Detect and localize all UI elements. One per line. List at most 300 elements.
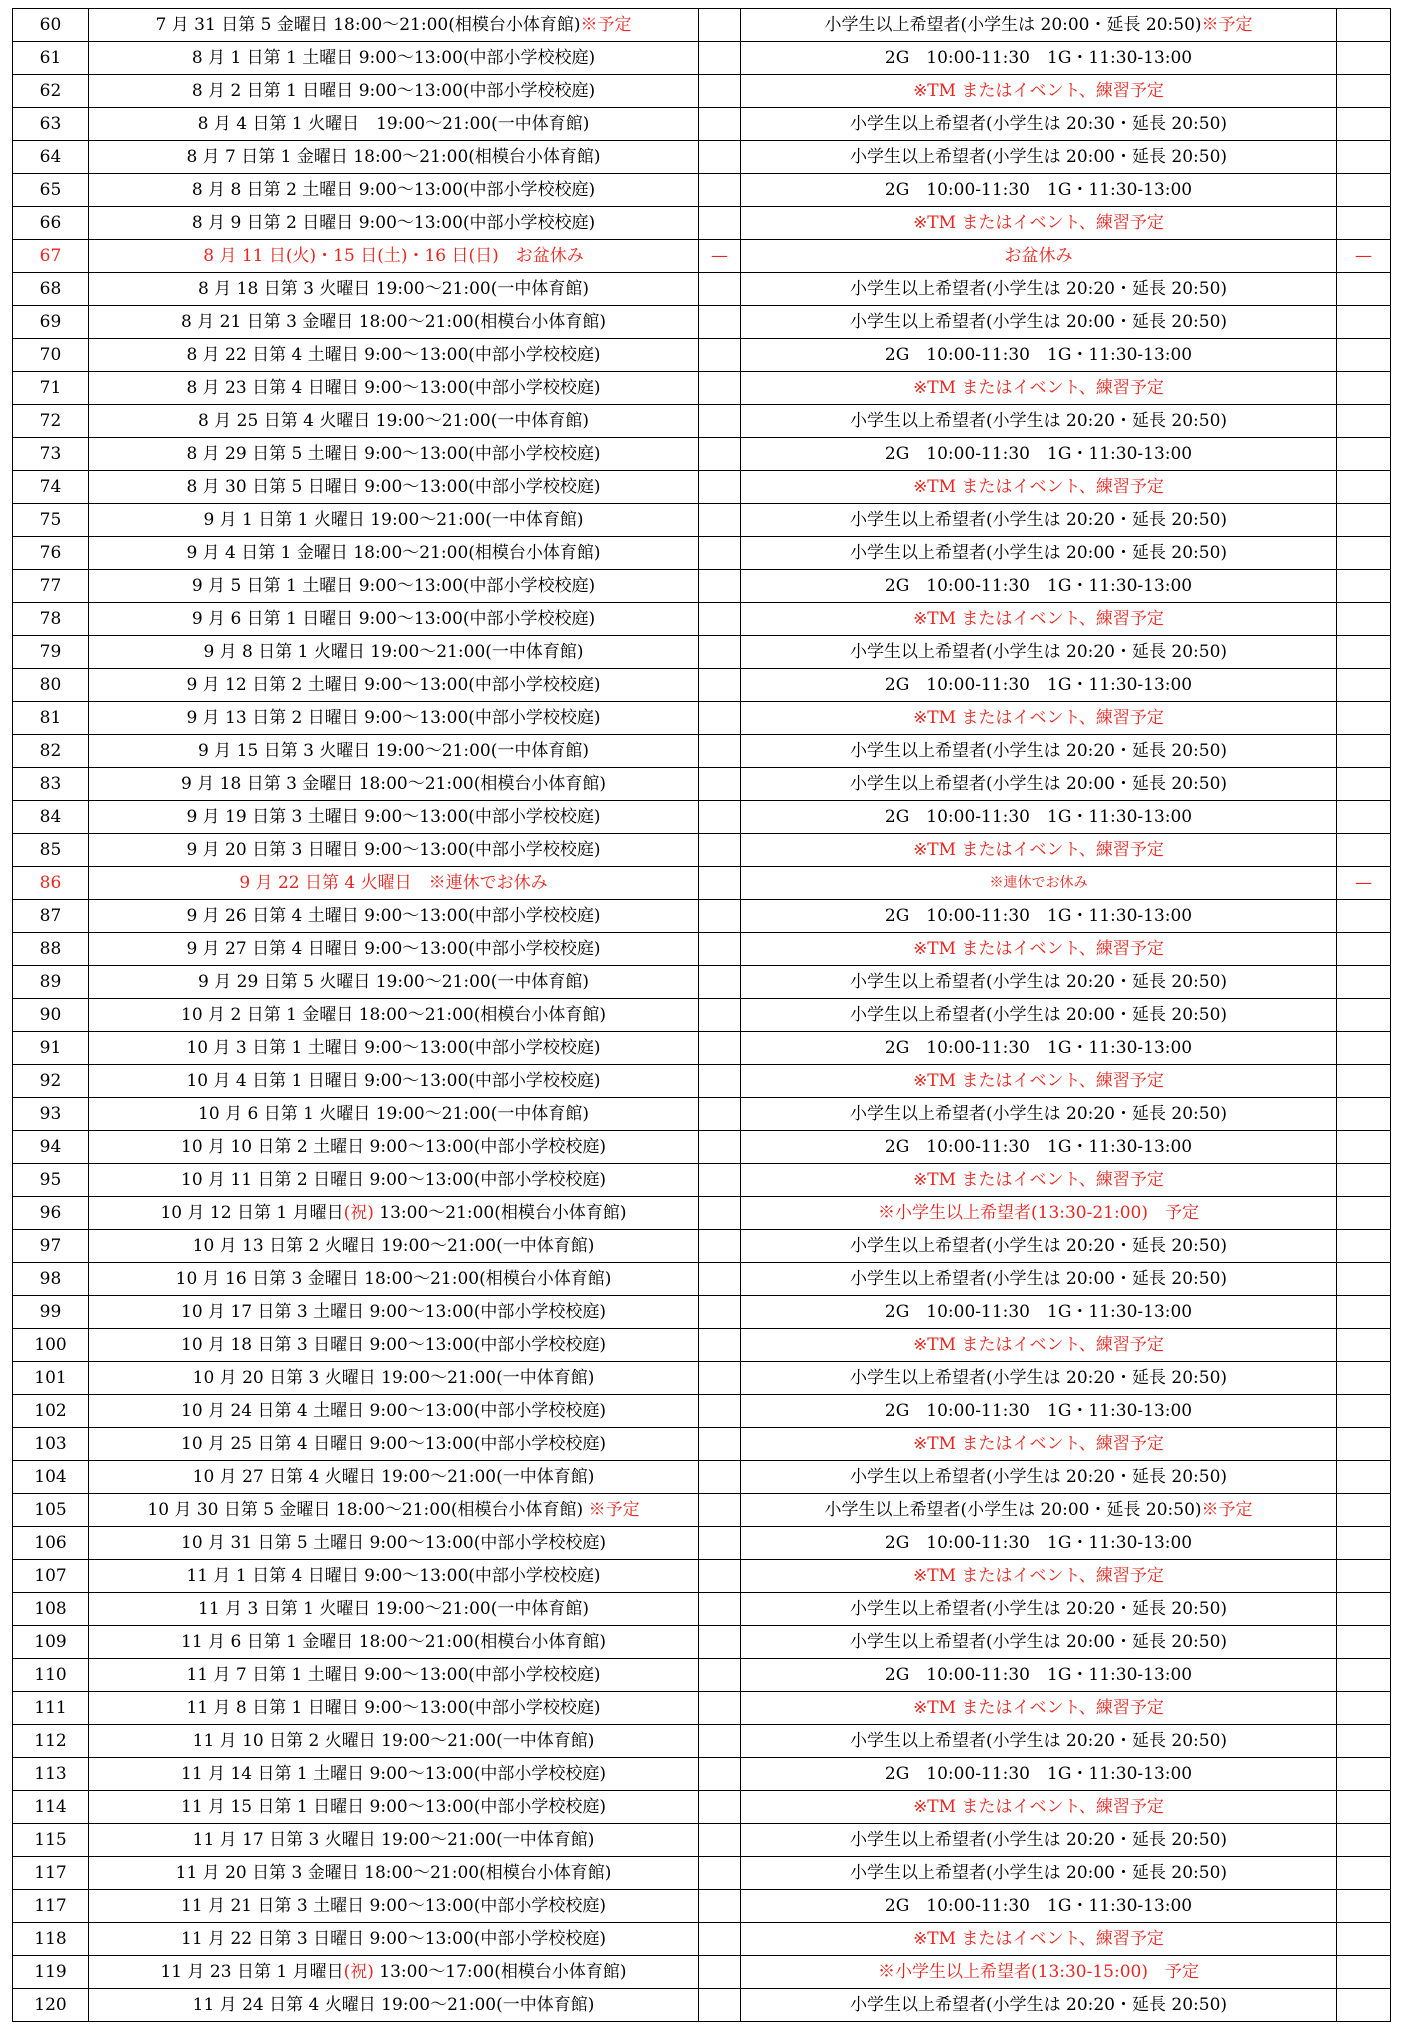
table-row	[13, 603, 1391, 636]
table-row	[13, 339, 1391, 372]
marker-cell: —	[1337, 867, 1391, 900]
date-cell	[89, 42, 699, 75]
activity-text: ※TM またはイベント、練習予定	[913, 609, 1164, 629]
table-row	[13, 537, 1391, 570]
date-text: 11 月 10 日第 2 火曜日 19:00〜21:00(一中体育館)	[192, 1731, 595, 1751]
activity-cell	[741, 438, 1337, 471]
activity-cell	[741, 1362, 1337, 1395]
row-number-cell: 79	[13, 636, 89, 669]
table-row	[13, 75, 1391, 108]
date-text: 10 月 10 日第 2 土曜日 9:00〜13:00(中部小学校校庭)	[181, 1137, 606, 1157]
date-cell	[89, 669, 699, 702]
row-number-cell: 97	[13, 1230, 89, 1263]
activity-text: ※TM またはイベント、練習予定	[913, 939, 1164, 959]
activity-text: 小学生以上希望者(小学生は 20:20・延長 20:50)	[849, 1368, 1228, 1388]
schedule-table	[12, 8, 1391, 2022]
activity-cell	[741, 603, 1337, 636]
row-number-cell: 115	[13, 1824, 89, 1857]
marker-cell	[1337, 966, 1391, 999]
activity-cell	[741, 108, 1337, 141]
row-number-cell: 88	[13, 933, 89, 966]
row-number-cell: 80	[13, 669, 89, 702]
row-number-cell: 67	[13, 240, 89, 273]
marker-cell	[1337, 1032, 1391, 1065]
table-row	[13, 669, 1391, 702]
marker-cell	[699, 1593, 741, 1626]
activity-cell	[741, 1296, 1337, 1329]
date-text: 10 月 2 日第 1 金曜日 18:00〜21:00(相模台小体育館)	[181, 1005, 606, 1025]
marker-cell	[699, 1494, 741, 1527]
activity-cell	[741, 1131, 1337, 1164]
date-text: 10 月 13 日第 2 火曜日 19:00〜21:00(一中体育館)	[192, 1236, 595, 1256]
table-row	[13, 1098, 1391, 1131]
table-row	[13, 702, 1391, 735]
table-row	[13, 1494, 1391, 1527]
date-cell	[89, 1956, 699, 1989]
table-row	[13, 768, 1391, 801]
row-number-cell: 85	[13, 834, 89, 867]
date-cell	[89, 1197, 699, 1230]
marker-cell	[1337, 207, 1391, 240]
activity-text: 2G 10:00-11:30 1G・11:30-13:00	[884, 1302, 1193, 1322]
date-time-text: 13:00〜21:00(相模台小体育館)	[373, 1203, 627, 1223]
marker-cell	[1337, 1461, 1391, 1494]
marker-cell	[699, 1956, 741, 1989]
date-cell	[89, 1758, 699, 1791]
activity-cell	[741, 537, 1337, 570]
date-cell	[89, 570, 699, 603]
activity-text: 小学生以上希望者(小学生は 20:00・延長 20:50)	[824, 1500, 1202, 1520]
date-text: 8 月 21 日第 3 金曜日 18:00〜21:00(相模台小体育館)	[181, 312, 606, 332]
date-cell	[89, 834, 699, 867]
date-text: 11 月 17 日第 3 火曜日 19:00〜21:00(一中体育館)	[192, 1830, 595, 1850]
marker-cell	[699, 438, 741, 471]
row-number-cell: 93	[13, 1098, 89, 1131]
activity-text: 小学生以上希望者(小学生は 20:30・延長 20:50)	[849, 114, 1228, 134]
row-number-cell: 107	[13, 1560, 89, 1593]
marker-cell	[1337, 1197, 1391, 1230]
date-text: 10 月 6 日第 1 火曜日 19:00〜21:00(一中体育館)	[198, 1104, 589, 1124]
row-number-cell: 96	[13, 1197, 89, 1230]
marker-cell	[699, 1923, 741, 1956]
date-cell	[89, 372, 699, 405]
date-text: 11 月 7 日第 1 土曜日 9:00〜13:00(中部小学校校庭)	[186, 1665, 601, 1685]
activity-text: 小学生以上希望者(小学生は 20:00・延長 20:50)	[849, 774, 1228, 794]
date-cell	[89, 1296, 699, 1329]
date-text: 9 月 26 日第 4 土曜日 9:00〜13:00(中部小学校校庭)	[186, 906, 601, 926]
table-row	[13, 1263, 1391, 1296]
date-cell	[89, 1494, 699, 1527]
table-row	[13, 1857, 1391, 1890]
row-number-cell: 71	[13, 372, 89, 405]
activity-text: ※TM またはイベント、練習予定	[913, 1335, 1164, 1355]
marker-cell	[699, 1692, 741, 1725]
marker-cell	[1337, 636, 1391, 669]
marker-cell	[1337, 1131, 1391, 1164]
marker-cell	[699, 702, 741, 735]
table-row	[13, 1692, 1391, 1725]
activity-text: 小学生以上希望者(小学生は 20:20・延長 20:50)	[849, 1830, 1228, 1850]
date-text: 11 月 1 日第 4 日曜日 9:00〜13:00(中部小学校校庭)	[186, 1566, 601, 1586]
marker-cell	[699, 42, 741, 75]
activity-cell	[741, 1791, 1337, 1824]
table-row	[13, 1197, 1391, 1230]
date-cell	[89, 108, 699, 141]
marker-cell	[699, 405, 741, 438]
date-text: 9 月 29 日第 5 火曜日 19:00〜21:00(一中体育館)	[198, 972, 589, 992]
activity-text: 2G 10:00-11:30 1G・11:30-13:00	[884, 1665, 1193, 1685]
activity-text: 小学生以上希望者(小学生は 20:20・延長 20:50)	[849, 411, 1228, 431]
marker-cell	[1337, 1230, 1391, 1263]
marker-cell	[699, 504, 741, 537]
activity-text: 2G 10:00-11:30 1G・11:30-13:00	[884, 807, 1193, 827]
marker-cell	[699, 339, 741, 372]
marker-cell	[1337, 834, 1391, 867]
row-number-cell: 103	[13, 1428, 89, 1461]
activity-cell	[741, 1593, 1337, 1626]
activity-cell	[741, 1098, 1337, 1131]
date-cell	[89, 240, 699, 273]
table-row	[13, 966, 1391, 999]
date-cell	[89, 1395, 699, 1428]
row-number-cell: 91	[13, 1032, 89, 1065]
row-number-cell: 102	[13, 1395, 89, 1428]
activity-text: 2G 10:00-11:30 1G・11:30-13:00	[884, 1401, 1193, 1421]
tentative-mark: ※予定	[583, 1500, 640, 1520]
date-text: 10 月 31 日第 5 土曜日 9:00〜13:00(中部小学校校庭)	[181, 1533, 606, 1553]
activity-cell	[741, 471, 1337, 504]
activity-text: ※TM またはイベント、練習予定	[913, 378, 1164, 398]
table-row	[13, 900, 1391, 933]
marker-cell	[1337, 1956, 1391, 1989]
marker-cell	[1337, 1626, 1391, 1659]
date-text: 11 月 6 日第 1 金曜日 18:00〜21:00(相模台小体育館)	[181, 1632, 606, 1652]
activity-cell	[741, 867, 1337, 900]
date-cell	[89, 1230, 699, 1263]
activity-cell	[741, 570, 1337, 603]
marker-cell	[1337, 1329, 1391, 1362]
date-text: 10 月 30 日第 5 金曜日 18:00〜21:00(相模台小体育館)	[147, 1500, 584, 1520]
date-text: 10 月 24 日第 4 土曜日 9:00〜13:00(中部小学校校庭)	[181, 1401, 606, 1421]
row-number-cell: 111	[13, 1692, 89, 1725]
marker-cell	[699, 966, 741, 999]
activity-text: 小学生以上希望者(小学生は 20:20・延長 20:50)	[849, 1236, 1228, 1256]
activity-cell	[741, 504, 1337, 537]
marker-cell	[1337, 1758, 1391, 1791]
marker-cell	[699, 207, 741, 240]
activity-cell	[741, 669, 1337, 702]
date-cell	[89, 735, 699, 768]
marker-cell	[1337, 537, 1391, 570]
table-row	[13, 1824, 1391, 1857]
marker-cell	[699, 669, 741, 702]
marker-cell: —	[1337, 240, 1391, 273]
date-text: 10 月 25 日第 4 日曜日 9:00〜13:00(中部小学校校庭)	[181, 1434, 606, 1454]
activity-text: ※TM またはイベント、練習予定	[913, 1929, 1164, 1949]
marker-cell	[1337, 1890, 1391, 1923]
date-text: 10 月 20 日第 3 火曜日 19:00〜21:00(一中体育館)	[192, 1368, 595, 1388]
date-cell	[89, 1065, 699, 1098]
marker-cell	[1337, 1296, 1391, 1329]
date-text: 8 月 25 日第 4 火曜日 19:00〜21:00(一中体育館)	[198, 411, 589, 431]
activity-text: 2G 10:00-11:30 1G・11:30-13:00	[884, 1533, 1193, 1553]
date-text: 8 月 1 日第 1 土曜日 9:00〜13:00(中部小学校校庭)	[191, 48, 596, 68]
row-number-cell: 69	[13, 306, 89, 339]
date-time-text: 13:00〜17:00(相模台小体育館)	[373, 1962, 627, 1982]
activity-cell	[741, 42, 1337, 75]
marker-cell	[699, 801, 741, 834]
activity-text: 2G 10:00-11:30 1G・11:30-13:00	[884, 48, 1193, 68]
row-number-cell: 99	[13, 1296, 89, 1329]
activity-cell	[741, 9, 1337, 42]
table-row	[13, 1131, 1391, 1164]
date-text: 11 月 23 日第 1 月曜日	[160, 1962, 344, 1982]
activity-text: ※連休でお休み	[989, 875, 1088, 891]
date-text: 9 月 20 日第 3 日曜日 9:00〜13:00(中部小学校校庭)	[186, 840, 601, 860]
table-row	[13, 801, 1391, 834]
row-number-cell: 114	[13, 1791, 89, 1824]
table-row	[13, 1989, 1391, 2022]
marker-cell	[1337, 1560, 1391, 1593]
marker-cell	[699, 1560, 741, 1593]
row-number-cell: 100	[13, 1329, 89, 1362]
table-row	[13, 1428, 1391, 1461]
activity-text: 小学生以上希望者(小学生は 20:00・延長 20:50)	[849, 1863, 1228, 1883]
marker-cell	[699, 867, 741, 900]
table-row	[13, 735, 1391, 768]
activity-cell	[741, 1527, 1337, 1560]
date-text: 10 月 4 日第 1 日曜日 9:00〜13:00(中部小学校校庭)	[186, 1071, 601, 1091]
activity-cell	[741, 900, 1337, 933]
activity-text: 小学生以上希望者(小学生は 20:00・延長 20:50)	[824, 15, 1202, 35]
date-text: 11 月 22 日第 3 日曜日 9:00〜13:00(中部小学校校庭)	[181, 1929, 606, 1949]
row-number-cell: 77	[13, 570, 89, 603]
activity-cell	[741, 966, 1337, 999]
activity-text: ※小学生以上希望者(13:30-15:00) 予定	[878, 1962, 1199, 1982]
table-row	[13, 1923, 1391, 1956]
date-cell	[89, 801, 699, 834]
marker-cell	[699, 603, 741, 636]
marker-cell	[1337, 603, 1391, 636]
marker-cell	[1337, 1098, 1391, 1131]
activity-text: ※TM またはイベント、練習予定	[913, 477, 1164, 497]
date-text: 11 月 14 日第 1 土曜日 9:00〜13:00(中部小学校校庭)	[181, 1764, 606, 1784]
marker-cell	[1337, 1362, 1391, 1395]
table-row	[13, 1362, 1391, 1395]
marker-cell	[699, 141, 741, 174]
activity-text: ※TM またはイベント、練習予定	[913, 1698, 1164, 1718]
row-number-cell: 113	[13, 1758, 89, 1791]
activity-cell	[741, 1032, 1337, 1065]
date-cell	[89, 966, 699, 999]
activity-cell	[741, 174, 1337, 207]
marker-cell	[699, 834, 741, 867]
date-cell	[89, 900, 699, 933]
table-row	[13, 1065, 1391, 1098]
row-number-cell: 66	[13, 207, 89, 240]
activity-cell	[741, 1494, 1337, 1527]
activity-cell	[741, 273, 1337, 306]
table-row	[13, 471, 1391, 504]
table-row	[13, 999, 1391, 1032]
row-number-cell: 120	[13, 1989, 89, 2022]
marker-cell	[699, 1065, 741, 1098]
table-row	[13, 1593, 1391, 1626]
activity-cell	[741, 1758, 1337, 1791]
date-text: 9 月 12 日第 2 土曜日 9:00〜13:00(中部小学校校庭)	[186, 675, 601, 695]
marker-cell	[1337, 1989, 1391, 2022]
table-row	[13, 1758, 1391, 1791]
activity-cell	[741, 372, 1337, 405]
marker-cell	[699, 537, 741, 570]
marker-cell	[1337, 570, 1391, 603]
marker-cell	[1337, 174, 1391, 207]
table-row	[13, 108, 1391, 141]
date-text: 8 月 2 日第 1 日曜日 9:00〜13:00(中部小学校校庭)	[191, 81, 596, 101]
date-text: 8 月 8 日第 2 土曜日 9:00〜13:00(中部小学校校庭)	[191, 180, 596, 200]
marker-cell	[699, 1626, 741, 1659]
activity-text: 2G 10:00-11:30 1G・11:30-13:00	[884, 1038, 1193, 1058]
marker-cell	[699, 1131, 741, 1164]
marker-cell	[699, 1758, 741, 1791]
marker-cell	[699, 1824, 741, 1857]
marker-cell	[1337, 405, 1391, 438]
table-row	[13, 1329, 1391, 1362]
activity-text: 小学生以上希望者(小学生は 20:20・延長 20:50)	[849, 741, 1228, 761]
marker-cell	[699, 1791, 741, 1824]
row-number-cell: 65	[13, 174, 89, 207]
date-cell	[89, 1164, 699, 1197]
row-number-cell: 64	[13, 141, 89, 174]
row-number-cell: 84	[13, 801, 89, 834]
row-number-cell: 68	[13, 273, 89, 306]
marker-cell	[1337, 1527, 1391, 1560]
date-cell	[89, 339, 699, 372]
date-cell	[89, 207, 699, 240]
table-row	[13, 42, 1391, 75]
date-text: 8 月 30 日第 5 日曜日 9:00〜13:00(中部小学校校庭)	[186, 477, 601, 497]
row-number-cell: 98	[13, 1263, 89, 1296]
date-text: 9 月 4 日第 1 金曜日 18:00〜21:00(相模台小体育館)	[186, 543, 601, 563]
activity-text: 小学生以上希望者(小学生は 20:20・延長 20:50)	[849, 1995, 1228, 2015]
date-text: 11 月 8 日第 1 日曜日 9:00〜13:00(中部小学校校庭)	[186, 1698, 601, 1718]
table-row	[13, 1791, 1391, 1824]
activity-cell	[741, 405, 1337, 438]
marker-cell	[1337, 1791, 1391, 1824]
date-cell	[89, 1857, 699, 1890]
activity-cell	[741, 834, 1337, 867]
marker-cell	[1337, 735, 1391, 768]
activity-cell	[741, 1890, 1337, 1923]
table-row	[13, 1725, 1391, 1758]
marker-cell	[699, 1989, 741, 2022]
activity-text: ※TM またはイベント、練習予定	[913, 1170, 1164, 1190]
marker-cell	[1337, 768, 1391, 801]
activity-cell	[741, 207, 1337, 240]
activity-text: ※TM またはイベント、練習予定	[913, 1797, 1164, 1817]
table-row	[13, 9, 1391, 42]
row-number-cell: 118	[13, 1923, 89, 1956]
marker-cell	[699, 306, 741, 339]
tentative-mark: ※予定	[580, 15, 632, 35]
activity-text: 2G 10:00-11:30 1G・11:30-13:00	[884, 576, 1193, 596]
marker-cell	[699, 735, 741, 768]
activity-text: ※TM またはイベント、練習予定	[913, 213, 1164, 233]
marker-cell	[1337, 1857, 1391, 1890]
activity-cell	[741, 999, 1337, 1032]
date-cell	[89, 1824, 699, 1857]
table-row	[13, 636, 1391, 669]
table-row	[13, 372, 1391, 405]
row-number-cell: 78	[13, 603, 89, 636]
row-number-cell: 106	[13, 1527, 89, 1560]
table-row	[13, 834, 1391, 867]
date-cell	[89, 1362, 699, 1395]
activity-text: 小学生以上希望者(小学生は 20:00・延長 20:50)	[849, 147, 1228, 167]
activity-text: 2G 10:00-11:30 1G・11:30-13:00	[884, 345, 1193, 365]
date-cell	[89, 174, 699, 207]
marker-cell	[1337, 339, 1391, 372]
date-text: 11 月 21 日第 3 土曜日 9:00〜13:00(中部小学校校庭)	[181, 1896, 606, 1916]
table-row	[13, 141, 1391, 174]
table-row	[13, 570, 1391, 603]
marker-cell	[1337, 900, 1391, 933]
activity-text: ※TM またはイベント、練習予定	[913, 1434, 1164, 1454]
row-number-cell: 86	[13, 867, 89, 900]
activity-cell	[741, 1395, 1337, 1428]
date-cell	[89, 1692, 699, 1725]
activity-text: 小学生以上希望者(小学生は 20:00・延長 20:50)	[849, 312, 1228, 332]
row-number-cell: 76	[13, 537, 89, 570]
date-text: 8 月 9 日第 2 日曜日 9:00〜13:00(中部小学校校庭)	[191, 213, 596, 233]
date-text: 10 月 16 日第 3 金曜日 18:00〜21:00(相模台小体育館)	[175, 1269, 612, 1289]
activity-text: 小学生以上希望者(小学生は 20:20・延長 20:50)	[849, 1731, 1228, 1751]
date-cell	[89, 405, 699, 438]
date-cell	[89, 867, 699, 900]
marker-cell	[1337, 438, 1391, 471]
date-text: 11 月 15 日第 1 日曜日 9:00〜13:00(中部小学校校庭)	[181, 1797, 606, 1817]
row-number-cell: 108	[13, 1593, 89, 1626]
row-number-cell: 70	[13, 339, 89, 372]
date-text: 9 月 15 日第 3 火曜日 19:00〜21:00(一中体育館)	[198, 741, 589, 761]
row-number-cell: 61	[13, 42, 89, 75]
activity-cell	[741, 1428, 1337, 1461]
marker-cell	[699, 1197, 741, 1230]
row-number-cell: 110	[13, 1659, 89, 1692]
activity-cell	[741, 75, 1337, 108]
row-number-cell: 87	[13, 900, 89, 933]
marker-cell	[1337, 1065, 1391, 1098]
row-number-cell: 82	[13, 735, 89, 768]
date-cell	[89, 1098, 699, 1131]
row-number-cell: 74	[13, 471, 89, 504]
marker-cell	[699, 1098, 741, 1131]
activity-text: 小学生以上希望者(小学生は 20:20・延長 20:50)	[849, 1104, 1228, 1124]
row-number-cell: 92	[13, 1065, 89, 1098]
activity-cell	[741, 1956, 1337, 1989]
date-cell	[89, 1428, 699, 1461]
activity-text: 2G 10:00-11:30 1G・11:30-13:00	[884, 1137, 1193, 1157]
date-cell	[89, 1560, 699, 1593]
marker-cell	[1337, 1263, 1391, 1296]
marker-cell	[1337, 273, 1391, 306]
date-cell	[89, 141, 699, 174]
table-row	[13, 1626, 1391, 1659]
date-cell	[89, 1461, 699, 1494]
activity-cell	[741, 735, 1337, 768]
activity-cell	[741, 1989, 1337, 2022]
marker-cell	[699, 1296, 741, 1329]
